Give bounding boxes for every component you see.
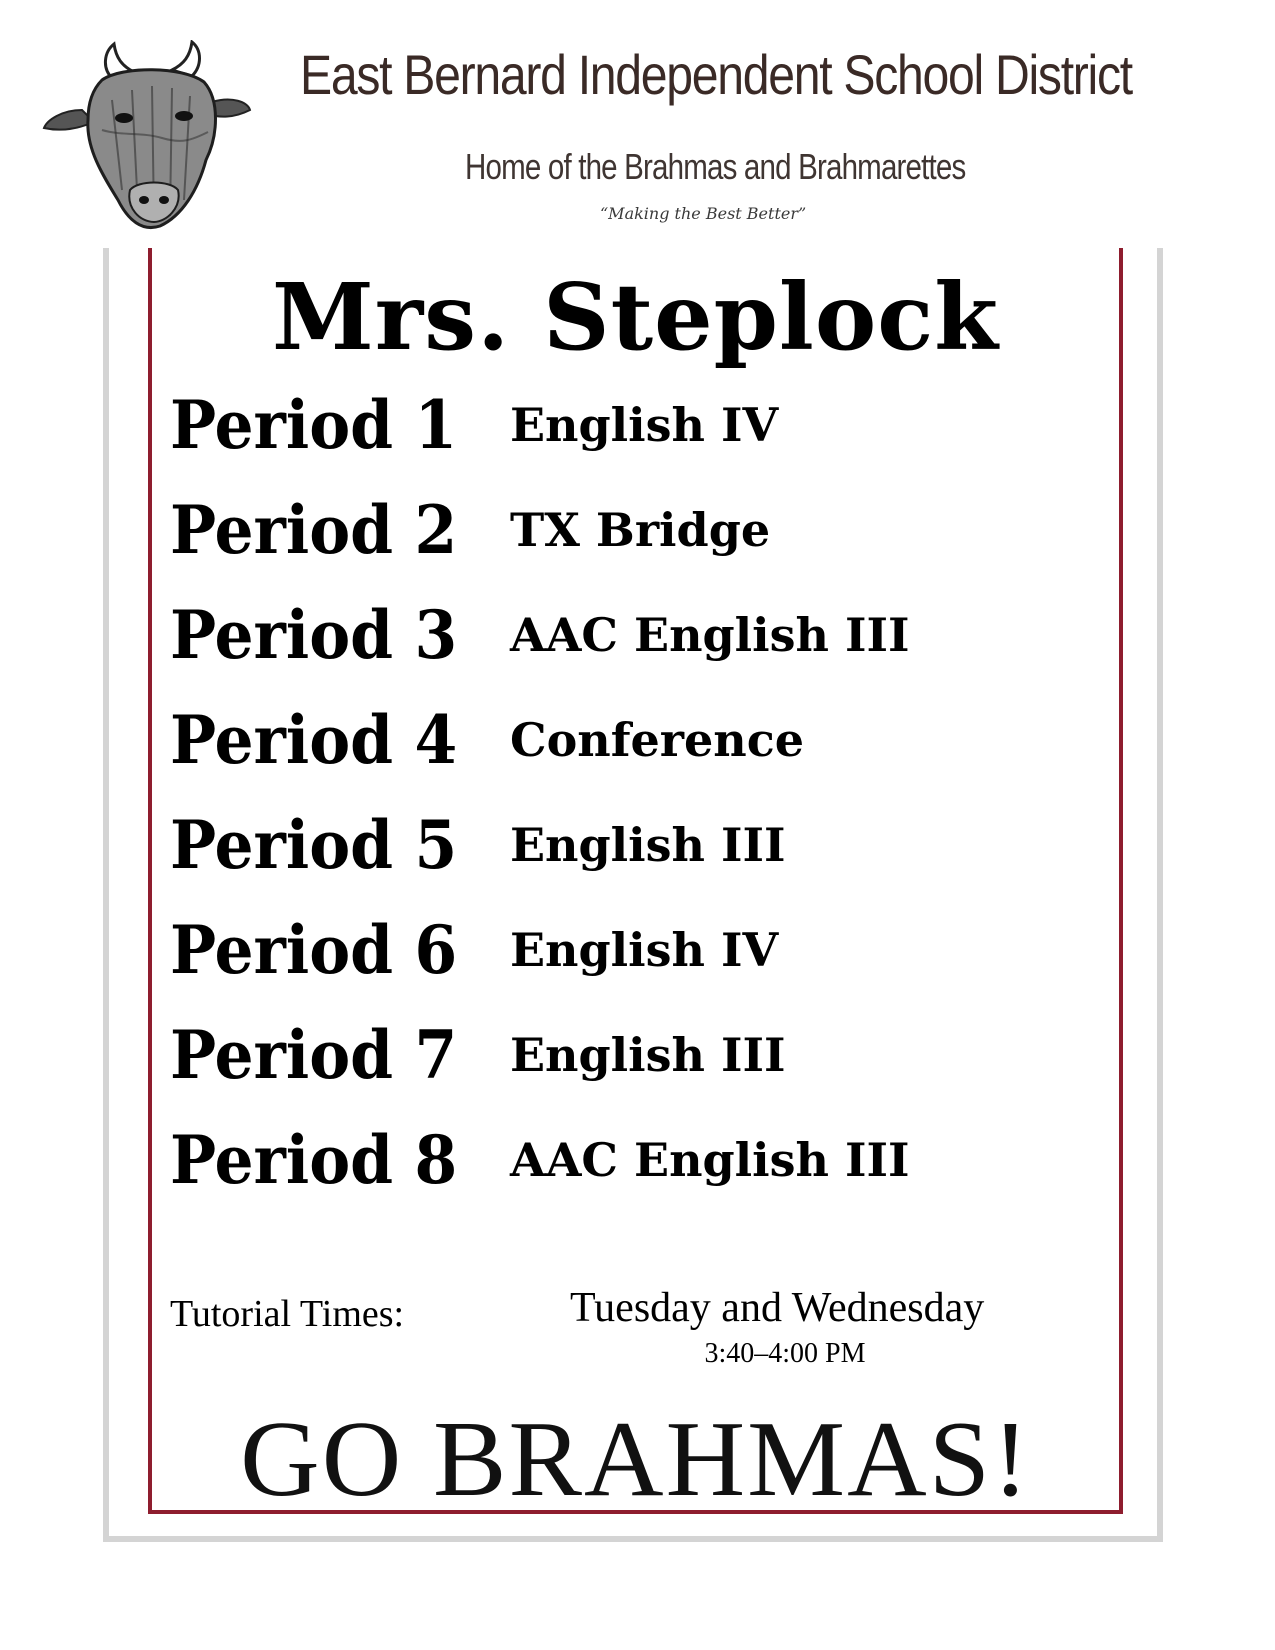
course-name: English III [510,818,786,872]
district-header [0,0,1275,240]
tutorial-time: 3:40–4:00 PM [704,1338,866,1369]
period-label: Period 7 [170,1016,458,1094]
schedule-row-2 [170,485,1100,585]
closing-slogan: GO BRAHMAS! [240,1400,1031,1519]
course-name: English IV [510,923,779,977]
schedule-row-3 [170,590,1100,690]
schedule-row-5 [170,800,1100,900]
district-home-line: Home of the Brahmas and Brahmarettes [465,146,966,187]
period-label: Period 6 [170,911,458,989]
district-motto: “Making the Best Better” [600,204,807,223]
district-name: East Bernard Independent School District [300,43,1132,106]
tutorial-days: Tuesday and Wednesday [570,1285,985,1331]
course-name: English III [510,1028,786,1082]
period-label: Period 3 [170,596,458,674]
course-name: Conference [510,713,805,767]
teacher-name: Mrs. Steplock [271,263,1000,371]
course-name: TX Bridge [510,503,771,557]
schedule-row-1 [170,380,1100,480]
course-name: English IV [510,398,779,452]
period-label: Period 5 [170,806,458,884]
schedule-row-4 [170,695,1100,795]
schedule-row-7 [170,1010,1100,1110]
period-label: Period 1 [170,386,458,464]
period-label: Period 8 [170,1121,458,1199]
period-label: Period 4 [170,701,458,779]
course-name: AAC English III [510,608,910,662]
brahma-bull-icon [42,40,252,235]
tutorial-label: Tutorial Times: [170,1293,405,1335]
schedule-row-6 [170,905,1100,1005]
course-name: AAC English III [510,1133,910,1187]
period-label: Period 2 [170,491,458,569]
schedule-row-8 [170,1115,1100,1215]
